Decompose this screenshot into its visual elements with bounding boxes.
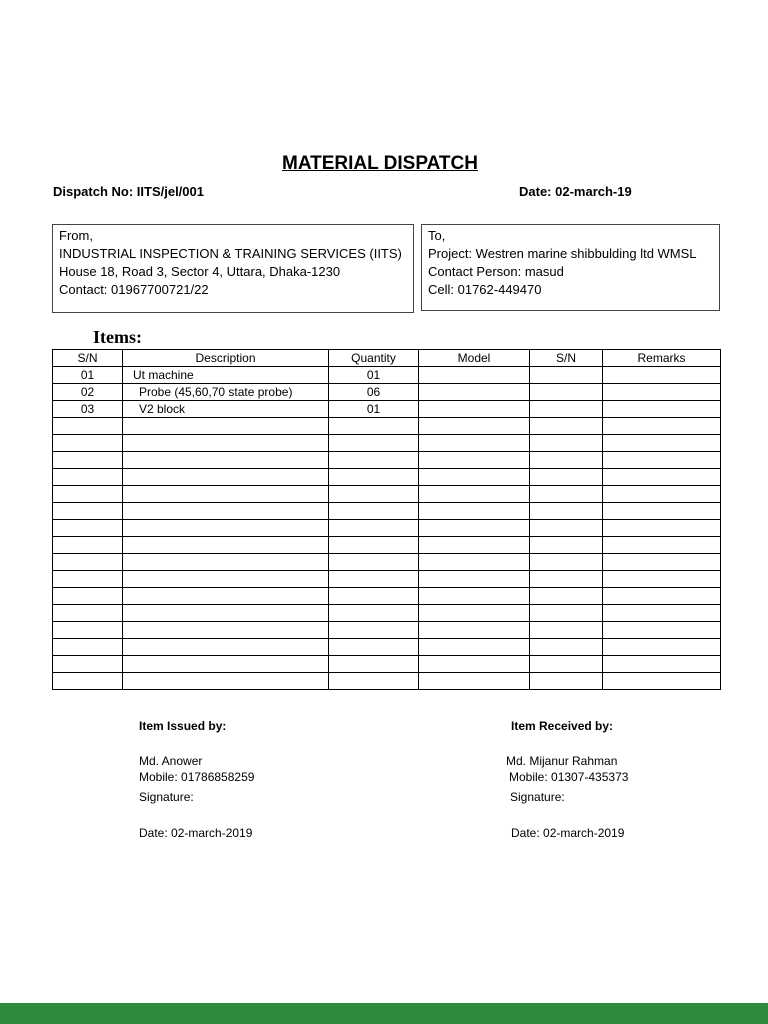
- empty-cell: [123, 673, 329, 690]
- empty-cell: [53, 571, 123, 588]
- empty-cell: [419, 605, 530, 622]
- cell-serial: [530, 384, 603, 401]
- empty-cell: [329, 571, 419, 588]
- empty-cell: [53, 435, 123, 452]
- empty-cell: [123, 418, 329, 435]
- table-row-empty: [53, 588, 721, 605]
- empty-cell: [123, 503, 329, 520]
- issued-by-mobile: Mobile: 01786858259: [139, 770, 255, 784]
- empty-cell: [530, 554, 603, 571]
- empty-cell: [329, 656, 419, 673]
- table-row-empty: [53, 656, 721, 673]
- document-title: MATERIAL DISPATCH: [282, 153, 478, 174]
- table-row-empty: [53, 571, 721, 588]
- empty-cell: [53, 486, 123, 503]
- empty-cell: [329, 418, 419, 435]
- empty-cell: [419, 588, 530, 605]
- issued-by-signature: Signature:: [139, 790, 194, 804]
- issued-by-name: Md. Anower: [139, 754, 203, 768]
- from-label: From,: [59, 228, 93, 243]
- table-row-empty: [53, 486, 721, 503]
- col-header-description: Description: [123, 350, 329, 367]
- cell-remarks: [603, 367, 721, 384]
- empty-cell: [530, 605, 603, 622]
- empty-cell: [329, 503, 419, 520]
- empty-cell: [329, 520, 419, 537]
- cell-serial: [530, 367, 603, 384]
- empty-cell: [123, 656, 329, 673]
- empty-cell: [603, 520, 721, 537]
- empty-cell: [419, 554, 530, 571]
- empty-cell: [419, 673, 530, 690]
- empty-cell: [329, 435, 419, 452]
- table-row-empty: [53, 537, 721, 554]
- table-row-empty: [53, 520, 721, 537]
- empty-cell: [603, 418, 721, 435]
- to-label: To,: [428, 228, 446, 243]
- col-header-remarks: Remarks: [603, 350, 721, 367]
- empty-cell: [123, 486, 329, 503]
- empty-cell: [419, 639, 530, 656]
- table-row-empty: [53, 639, 721, 656]
- cell-quantity: 06: [329, 384, 419, 401]
- empty-cell: [123, 469, 329, 486]
- empty-cell: [53, 605, 123, 622]
- table-row-empty: [53, 452, 721, 469]
- empty-cell: [53, 537, 123, 554]
- empty-cell: [123, 435, 329, 452]
- table-row-empty: [53, 503, 721, 520]
- table-row: [53, 367, 721, 384]
- empty-cell: [603, 571, 721, 588]
- empty-cell: [603, 469, 721, 486]
- empty-cell: [603, 537, 721, 554]
- table-row-empty: [53, 435, 721, 452]
- empty-cell: [530, 673, 603, 690]
- table-row-empty: [53, 673, 721, 690]
- cell-sn: 02: [53, 384, 123, 401]
- empty-cell: [530, 435, 603, 452]
- empty-cell: [530, 469, 603, 486]
- empty-cell: [419, 537, 530, 554]
- col-header-sn: S/N: [53, 350, 123, 367]
- dispatch-number: Dispatch No: IITS/jel/001: [53, 184, 204, 199]
- empty-cell: [419, 656, 530, 673]
- empty-cell: [123, 622, 329, 639]
- cell-model: [419, 401, 530, 418]
- empty-cell: [53, 588, 123, 605]
- received-by-name: Md. Mijanur Rahman: [506, 754, 618, 768]
- empty-cell: [419, 503, 530, 520]
- cell-description: Probe (45,60,70 state probe): [123, 384, 329, 401]
- empty-cell: [419, 452, 530, 469]
- to-cell: Cell: 01762-449470: [428, 282, 542, 297]
- footer-bar: [0, 1003, 768, 1024]
- empty-cell: [530, 486, 603, 503]
- empty-cell: [123, 571, 329, 588]
- table-row-empty: [53, 554, 721, 571]
- empty-cell: [603, 622, 721, 639]
- issued-by-label: Item Issued by:: [139, 719, 227, 733]
- received-by-signature: Signature:: [510, 790, 565, 804]
- empty-cell: [53, 469, 123, 486]
- empty-cell: [53, 418, 123, 435]
- dispatch-date: Date: 02-march-19: [519, 184, 632, 199]
- empty-cell: [530, 537, 603, 554]
- empty-cell: [530, 503, 603, 520]
- empty-cell: [329, 605, 419, 622]
- issued-by-date: Date: 02-march-2019: [139, 826, 253, 840]
- cell-remarks: [603, 401, 721, 418]
- empty-cell: [530, 639, 603, 656]
- cell-sn: 01: [53, 367, 123, 384]
- empty-cell: [53, 452, 123, 469]
- to-project: Project: Westren marine shibbulding ltd WMSL: [428, 246, 697, 261]
- empty-cell: [329, 639, 419, 656]
- empty-cell: [53, 520, 123, 537]
- table-row-empty: [53, 469, 721, 486]
- empty-cell: [329, 469, 419, 486]
- items-table: [52, 349, 721, 690]
- empty-cell: [603, 588, 721, 605]
- received-by-date: Date: 02-march-2019: [511, 826, 625, 840]
- from-address: House 18, Road 3, Sector 4, Uttara, Dhaka-1230: [59, 264, 341, 279]
- empty-cell: [603, 435, 721, 452]
- empty-cell: [419, 418, 530, 435]
- empty-cell: [603, 554, 721, 571]
- from-box: [52, 224, 414, 313]
- empty-cell: [123, 639, 329, 656]
- empty-cell: [123, 537, 329, 554]
- cell-model: [419, 384, 530, 401]
- empty-cell: [329, 452, 419, 469]
- col-header-quantity: Quantity: [329, 350, 419, 367]
- empty-cell: [603, 503, 721, 520]
- table-row: [53, 384, 721, 401]
- from-company: INDUSTRIAL INSPECTION & TRAINING SERVICES (IITS): [59, 246, 402, 261]
- cell-model: [419, 367, 530, 384]
- empty-cell: [603, 639, 721, 656]
- items-label: Items:: [93, 327, 142, 347]
- empty-cell: [123, 452, 329, 469]
- empty-cell: [329, 588, 419, 605]
- cell-description: Ut machine: [123, 367, 329, 384]
- empty-cell: [123, 554, 329, 571]
- empty-cell: [603, 486, 721, 503]
- empty-cell: [419, 486, 530, 503]
- table-row-empty: [53, 605, 721, 622]
- empty-cell: [329, 622, 419, 639]
- empty-cell: [53, 656, 123, 673]
- empty-cell: [53, 673, 123, 690]
- to-contact-person: Contact Person: masud: [428, 264, 564, 279]
- table-header-row: [53, 350, 721, 367]
- empty-cell: [123, 520, 329, 537]
- empty-cell: [530, 588, 603, 605]
- table-row: [53, 401, 721, 418]
- empty-cell: [53, 554, 123, 571]
- cell-quantity: 01: [329, 367, 419, 384]
- empty-cell: [603, 605, 721, 622]
- table-row-empty: [53, 622, 721, 639]
- empty-cell: [419, 571, 530, 588]
- col-header-serial: S/N: [530, 350, 603, 367]
- empty-cell: [603, 673, 721, 690]
- empty-cell: [419, 520, 530, 537]
- empty-cell: [530, 520, 603, 537]
- empty-cell: [603, 656, 721, 673]
- col-header-model: Model: [419, 350, 530, 367]
- empty-cell: [329, 537, 419, 554]
- from-contact: Contact: 01967700721/22: [59, 282, 209, 297]
- empty-cell: [603, 452, 721, 469]
- empty-cell: [123, 605, 329, 622]
- empty-cell: [530, 452, 603, 469]
- received-by-label: Item Received by:: [511, 719, 614, 733]
- cell-description: V2 block: [123, 401, 329, 418]
- received-by-mobile: Mobile: 01307-435373: [509, 770, 629, 784]
- empty-cell: [419, 469, 530, 486]
- empty-cell: [53, 639, 123, 656]
- cell-remarks: [603, 384, 721, 401]
- empty-cell: [329, 486, 419, 503]
- empty-cell: [123, 588, 329, 605]
- empty-cell: [419, 435, 530, 452]
- table-row-empty: [53, 418, 721, 435]
- cell-quantity: 01: [329, 401, 419, 418]
- empty-cell: [53, 622, 123, 639]
- to-box: [421, 224, 720, 311]
- empty-cell: [53, 503, 123, 520]
- cell-serial: [530, 401, 603, 418]
- empty-cell: [530, 622, 603, 639]
- cell-sn: 03: [53, 401, 123, 418]
- empty-cell: [530, 571, 603, 588]
- empty-cell: [329, 554, 419, 571]
- empty-cell: [530, 656, 603, 673]
- empty-cell: [419, 622, 530, 639]
- empty-cell: [329, 673, 419, 690]
- empty-cell: [530, 418, 603, 435]
